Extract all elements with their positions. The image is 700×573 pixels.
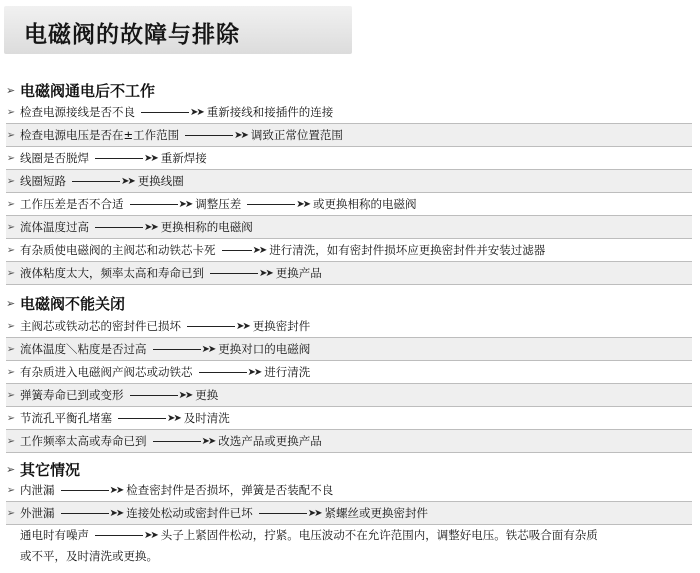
- arrow-icon: ➤➤: [222, 245, 266, 256]
- table-row: [6, 262, 692, 285]
- fix-text: 进行清洗，如有密封件损坏应更换密封件并安装过滤器: [269, 243, 546, 257]
- arrow-icon: ➤➤: [199, 367, 261, 378]
- fix-text: 及时清洗: [183, 411, 230, 425]
- paragraph-line: [20, 545, 158, 567]
- cause-text: 线圈是否脱焊: [20, 151, 89, 165]
- fix-text: 调致正常位置范围: [250, 128, 343, 142]
- table-row: [6, 170, 692, 193]
- row-bullet-icon: ➢: [6, 389, 16, 401]
- arrow-icon: ➤➤: [61, 508, 123, 519]
- row-bullet-icon: ➢: [6, 343, 16, 355]
- row-bullet-icon: ➢: [6, 484, 16, 496]
- cause-text: 外泄漏: [20, 506, 55, 520]
- fix-text: 进行清洗: [264, 365, 311, 379]
- arrow-icon: ➤➤: [130, 390, 192, 401]
- arrow-icon: ➤➤: [95, 153, 157, 164]
- fix-text: 头子上紧固件松动，拧紧。电压波动不在允许范围内，调整好电压。铁芯吸合面有杂质: [160, 528, 598, 542]
- arrow-icon: ➤➤: [247, 199, 309, 210]
- section-bullet-icon: ➢: [6, 83, 16, 97]
- fix-text: 重新接线和接插件的连接: [206, 105, 334, 119]
- table-row: [6, 338, 692, 361]
- fix-extra-text: 紧螺丝或更换密封件: [324, 506, 429, 520]
- cause-text: 通电时有噪声: [20, 528, 89, 542]
- cause-text: 检查电源电压是否在±工作范围: [20, 128, 180, 142]
- arrow-icon: ➤➤: [72, 176, 134, 187]
- fix-continuation-text: 或不平，及时清洗或更换。: [20, 549, 158, 563]
- cause-text: 线圈短路: [20, 174, 66, 188]
- fix-text: 更换线圈: [137, 174, 184, 188]
- fix-text: 连接处松动或密封件已坏: [126, 506, 253, 520]
- cause-text: 工作压差是否不合适: [20, 197, 124, 211]
- row-bullet-icon: ➢: [6, 366, 16, 378]
- row-bullet-icon: ➢: [6, 221, 16, 233]
- fix-text: 更换: [195, 388, 219, 402]
- arrow-icon: ➤➤: [130, 199, 192, 210]
- row-bullet-icon: ➢: [6, 267, 16, 279]
- table-row: [6, 430, 692, 453]
- arrow-icon: ➤➤: [210, 268, 272, 279]
- table-row: [6, 384, 692, 407]
- title-banner: [4, 6, 352, 54]
- fix-text: 更换产品: [275, 266, 322, 280]
- paragraph-line: [20, 524, 598, 546]
- section-bullet-icon: ➢: [6, 462, 16, 476]
- section-heading-other: ➢ 其它情况: [6, 460, 81, 479]
- arrow-icon: ➤➤: [187, 321, 249, 332]
- arrow-icon: ➤➤: [259, 508, 321, 519]
- row-bullet-icon: ➢: [6, 320, 16, 332]
- table-row: [6, 193, 692, 216]
- section-heading-cannot-close: ➢ 电磁阀不能关闭: [6, 294, 126, 313]
- fix-text: 检查密封件是否损坏，弹簧是否装配不良: [126, 483, 334, 497]
- fix-text: 更换相称的电磁阀: [160, 220, 253, 234]
- fix-text: 改选产品或更换产品: [218, 434, 322, 448]
- table-row: [6, 315, 692, 338]
- arrow-icon: ➤➤: [153, 344, 215, 355]
- section-heading-no-work: ➢ 电磁阀通电后不工作: [6, 81, 156, 100]
- cause-text: 主阀芯或铁动芯的密封件已损坏: [20, 319, 181, 333]
- cause-text: 内泄漏: [20, 483, 55, 497]
- cause-text: 有杂质进入电磁阀产阀芯或动铁芯: [20, 365, 193, 379]
- cause-text: 检查电源接线是否不良: [20, 105, 135, 119]
- section-bullet-icon: ➢: [6, 296, 16, 310]
- table-row: [6, 147, 692, 170]
- table-row: [6, 124, 692, 147]
- row-bullet-icon: ➢: [6, 412, 16, 424]
- table-row: [6, 407, 692, 430]
- table-row: [6, 361, 692, 384]
- arrow-icon: ➤➤: [185, 130, 247, 141]
- row-bullet-icon: ➢: [6, 244, 16, 256]
- row-bullet-icon: ➢: [6, 152, 16, 164]
- table-row: [6, 101, 692, 124]
- arrow-icon: ➤➤: [95, 222, 157, 233]
- row-bullet-icon: ➢: [6, 175, 16, 187]
- cause-text: 弹簧寿命已到或变形: [20, 388, 124, 402]
- row-bullet-icon: ➢: [6, 198, 16, 210]
- fix-text: 更换密封件: [252, 319, 311, 333]
- row-bullet-icon: ➢: [6, 106, 16, 118]
- arrow-icon: ➤➤: [141, 107, 203, 118]
- cause-text: 流体温度＼粘度是否过高: [20, 342, 147, 356]
- cause-text: 有杂质使电磁阀的主阀芯和动铁芯卡死: [20, 243, 216, 257]
- table-row: [6, 479, 692, 502]
- cause-text: 液体粘度太大，频率太高和寿命已到: [20, 266, 204, 280]
- cause-text: 节流孔平衡孔堵塞: [20, 411, 112, 425]
- arrow-icon: ➤➤: [118, 413, 180, 424]
- page-title: 电磁阀的故障与排除: [24, 22, 240, 48]
- table-row: [6, 239, 692, 262]
- row-bullet-icon: ➢: [6, 507, 16, 519]
- fix-extra-text: 或更换相称的电磁阀: [313, 197, 417, 211]
- arrow-icon: ➤➤: [61, 485, 123, 496]
- cause-text: 流体温度过高: [20, 220, 89, 234]
- table-row: [6, 502, 692, 525]
- cause-text: 工作频率太高或寿命已到: [20, 434, 147, 448]
- fix-text: 更换对口的电磁阀: [218, 342, 311, 356]
- row-bullet-icon: ➢: [6, 435, 16, 447]
- table-row: [6, 216, 692, 239]
- row-bullet-icon: ➢: [6, 129, 16, 141]
- arrow-icon: ➤➤: [153, 436, 215, 447]
- fix-text: 调整压差: [195, 197, 242, 211]
- arrow-icon: ➤➤: [95, 530, 157, 541]
- fix-text: 重新焊接: [160, 151, 207, 165]
